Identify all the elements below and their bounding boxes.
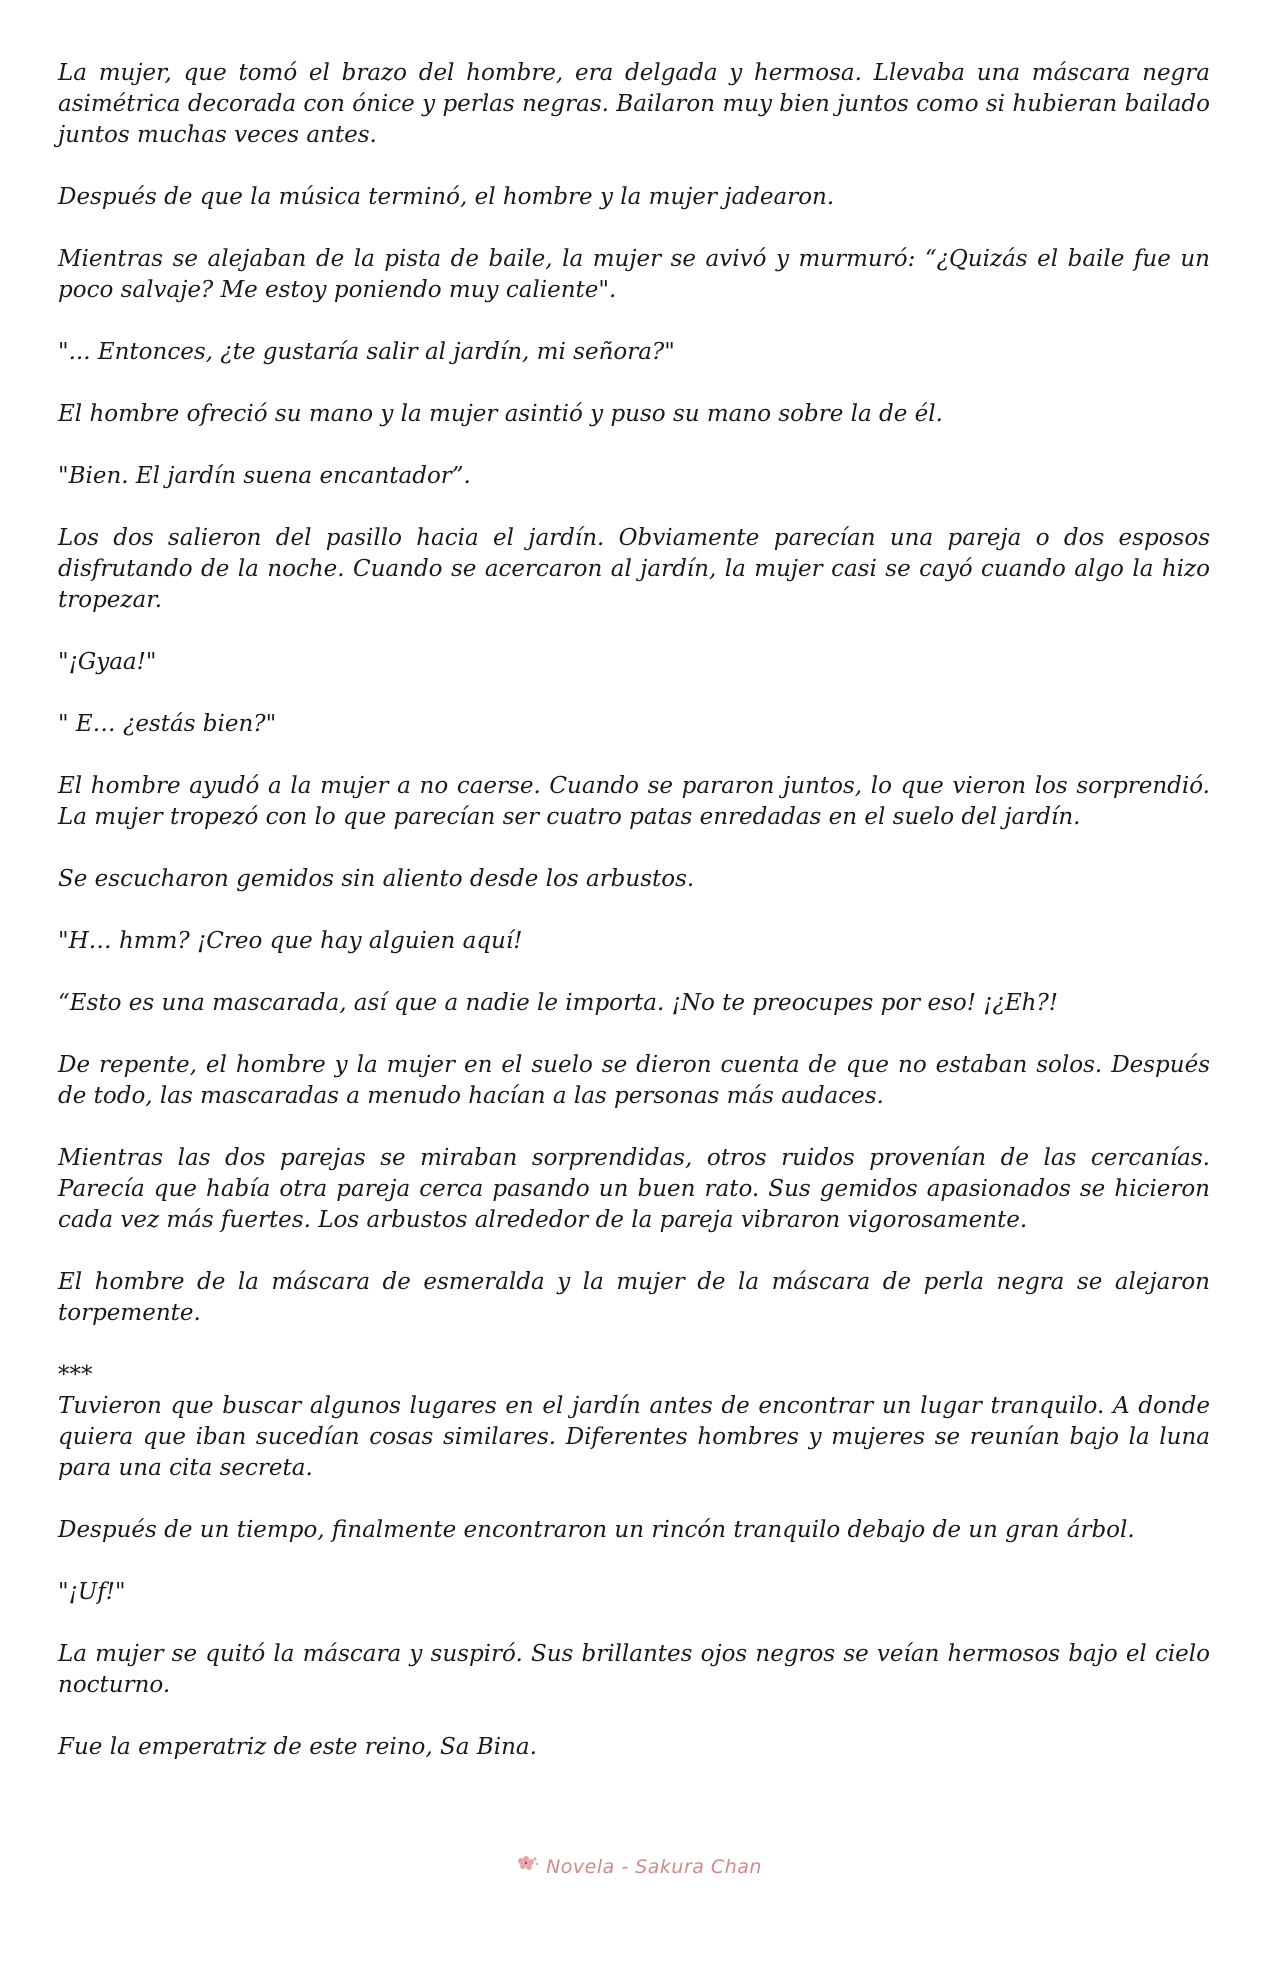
paragraph: El hombre ayudó a la mujer a no caerse. Cuando se pararon juntos, lo que vieron los sorprendió. La mujer tropezó con lo que parecían ser cuatro patas enredadas en el suelo del jardín.: [58, 773, 1210, 830]
paragraph: Después de un tiempo, finalmente encontraron un rincón tranquilo debajo de un gran árbol.: [58, 1517, 1135, 1543]
paragraph: " E… ¿estás bien?": [58, 711, 277, 737]
paragraph: La mujer, que tomó el brazo del hombre, era delgada y hermosa. Llevaba una máscara negra asimétrica decorada con ónice y perlas negras. Bailaron muy bien juntos como si hubieran bailado juntos muchas veces antes.: [58, 60, 1210, 148]
footer-watermark: [0, 1855, 1280, 1880]
paragraph: Los dos salieron del pasillo hacia el jardín. Obviamente parecían una pareja o dos esposos disfrutando de la noche. Cuando se acercaron al jardín, la mujer casi se cayó cuando algo la hizo tropezar.: [58, 525, 1210, 613]
paragraph: Mientras las dos parejas se miraban sorprendidas, otros ruidos provenían de las cercanías. Parecía que había otra pareja cerca pasando un buen rato. Sus gemidos apasionados se hicieron cada vez más fuertes. Los arbustos alrededor de la pareja vibraron vigorosamente.: [58, 1145, 1210, 1233]
sakura-flower-icon: [518, 1855, 540, 1880]
paragraph: Tuvieron que buscar algunos lugares en el jardín antes de encontrar un lugar tranquilo. A donde quiera que iban sucedían cosas similares. Diferentes hombres y mujeres se reunían bajo la luna para una cita secreta.: [58, 1393, 1210, 1481]
paragraph: "... Entonces, ¿te gustaría salir al jardín, mi señora?": [58, 339, 675, 365]
paragraph: La mujer se quitó la máscara y suspiró. Sus brillantes ojos negros se veían hermosos bajo el cielo nocturno.: [58, 1641, 1210, 1698]
section-separator: ***: [58, 1362, 93, 1388]
paragraph: Se escucharon gemidos sin aliento desde los arbustos.: [58, 866, 695, 892]
paragraph: “Esto es una mascarada, así que a nadie le importa. ¡No te preocupes por eso! ¡¿Eh?!: [58, 990, 1059, 1016]
paragraph: De repente, el hombre y la mujer en el suelo se dieron cuenta de que no estaban solos. Después de todo, las mascaradas a menudo hacían a las personas más audaces.: [58, 1052, 1210, 1109]
footer-text: Novela - Sakura Chan: [546, 1856, 762, 1878]
paragraph: "Bien. El jardín suena encantador”.: [58, 463, 471, 489]
paragraph: Fue la emperatriz de este reino, Sa Bina.: [58, 1734, 537, 1760]
paragraph: "H… hmm? ¡Creo que hay alguien aquí!: [58, 928, 523, 954]
paragraph: El hombre de la máscara de esmeralda y la mujer de la máscara de perla negra se alejaron torpemente.: [58, 1269, 1210, 1326]
paragraph: Después de que la música terminó, el hombre y la mujer jadearon.: [58, 184, 835, 210]
paragraph: Mientras se alejaban de la pista de baile, la mujer se avivó y murmuró: “¿Quizás el baile fue un poco salvaje? Me estoy poniendo muy caliente".: [58, 246, 1210, 303]
paragraph: "¡Uf!": [58, 1579, 126, 1605]
document-body: [58, 58, 1210, 1794]
paragraph: "¡Gyaa!": [58, 649, 157, 675]
paragraph: El hombre ofreció su mano y la mujer asintió y puso su mano sobre la de él.: [58, 401, 943, 427]
